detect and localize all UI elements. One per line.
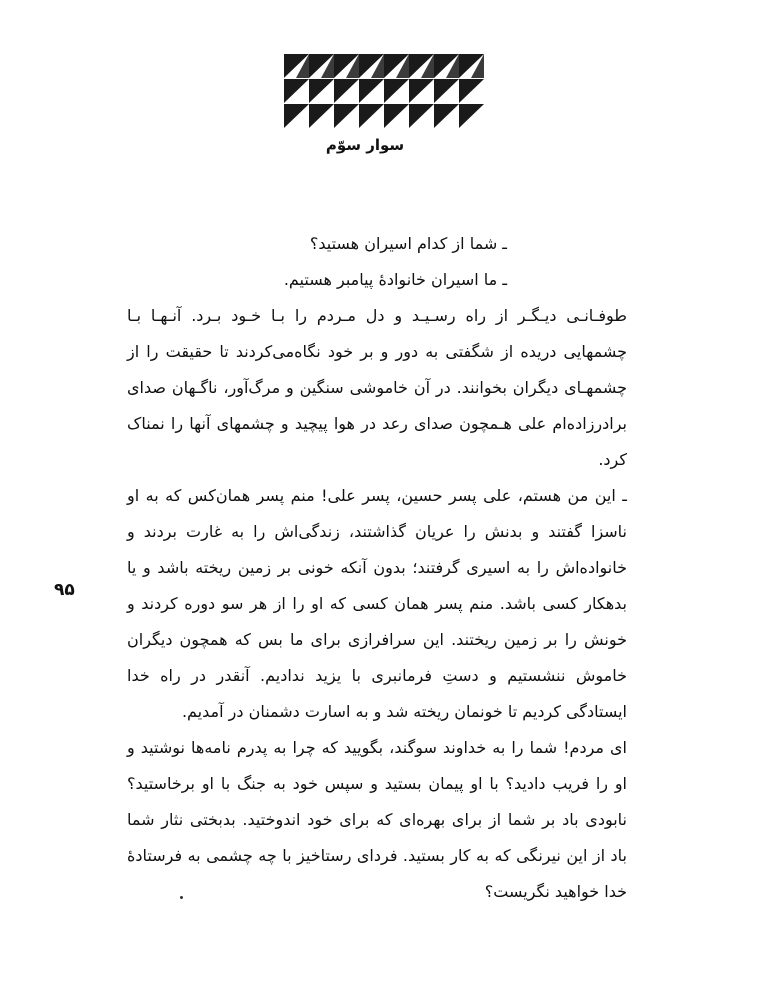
chapter-title: سوار سوّم [325,136,405,154]
paragraph: ای مردم! شما را به خداوند سوگند، بگویید که چرا به پدرم نامه‌ها نوشتید و او را فریب دادید؟ با او پیمان بستید و سپس خود به جنگ با او برخاستید؟ نابودی باد بر شما از برای بهره‌ای که برای خود اندوختید. بدبختی نثار شما باد از این نیرنگی که به کار بستید. فردای رستاخیز با چه چشمی به فرستادهٔ خدا خواهید نگریست؟ [127,738,627,901]
triangle-ornament [284,54,484,128]
dialogue-line: ـ شما از کدام اسیران هستید؟ [309,234,507,253]
dialogue-line: ـ ما اسیران خانوادهٔ پیامبر هستیم. [283,270,507,289]
body-text [127,226,627,910]
ink-dot [180,896,183,899]
paragraph: طوفـانـی دیـگـر از راه رسـیـد و دل مـردم را بـا خـود بـرد. آنـهـا بـا چشمهایی دریده از شگفتی به دور و بر خود نگاه‌می‌کردند تا حقیقت را از چشمهـای دیگران بخوانند. در آن خاموشی سنگین و مرگ‌آور، ناگـهان صدای برادرزاده‌ام علی هـمچون صدای رعد در هوا پیچید و چشمهای آنها را نمناک کرد. [127,306,627,469]
paragraph: ـ این من هستم، علی پسر حسین، پسر علی! منم پسر همان‌کس که به او ناسزا گفتند و بدنش را عریان گذاشتند، زندگی‌اش را به غارت بردند و خانواده‌اش را به اسیری گرفتند؛ بدون آنکه خونی بر زمین ریخته باشد و یا بدهکار کسی باشد. منم پسر همان کسی که او را از هر سو دوره کردند و خونش را بر زمین ریختند. این سرافرازی برای ما بس که همچون دیگران خاموش ننشستیم و دستِ فرمانبری با یزید ندادیم. آنقدر در راه خدا ایستادگی کردیم تا خونمان ریخته شد و به اسارت دشمنان در آمدیم. [127,486,627,721]
page-number: ۹۵ [54,580,75,600]
